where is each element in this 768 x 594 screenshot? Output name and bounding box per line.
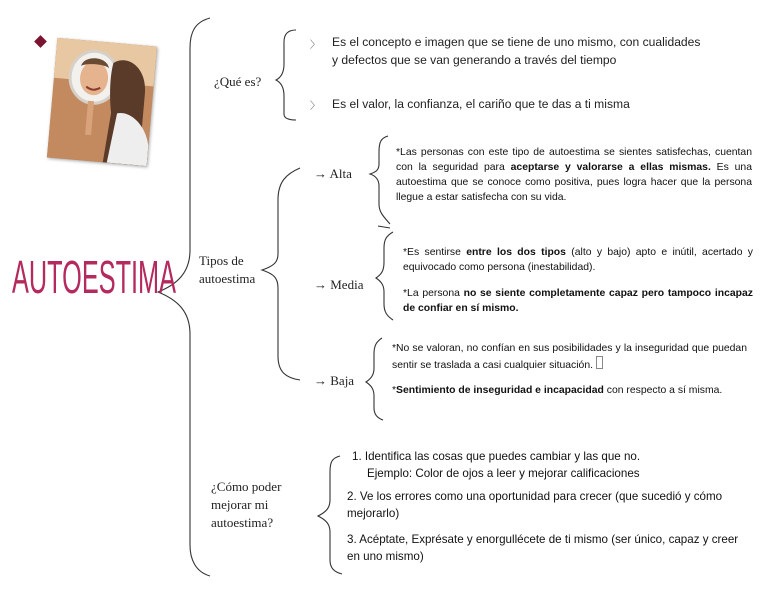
media-brace [376, 232, 393, 320]
que-es-label: ¿Qué es? [214, 74, 262, 89]
media-p2-bold: no se siente completamente capaz pero tampoco incapaz de confiar en sí mismo. [403, 288, 753, 314]
baja-p2-c: con respecto a sí misma. [603, 385, 723, 396]
alta-text-a: *Las personas con este tipo de autoestima se sientes satisfechas, cuentan con la seguridad para [396, 147, 752, 173]
alta-text-bold: aceptarse y valorarse a ellas mismas. [510, 162, 711, 173]
alta-brace [370, 136, 390, 224]
baja-paragraph-2 [392, 383, 747, 398]
media-label: → Media [314, 277, 364, 292]
media-paragraph-2 [403, 286, 753, 316]
woman-mirror-photo [47, 38, 157, 166]
alta-label: → Alta [314, 166, 352, 181]
media-paragraph-1 [403, 245, 753, 275]
alta-description [396, 145, 752, 205]
baja-p1-text: *No se valoran, no confían en sus posibilidades y la inseguridad que puedan sentir se traslada a casi cualquier situación. [392, 343, 747, 371]
square-glyph-icon [596, 356, 603, 369]
media-p1-a: *Es sentirse [403, 247, 467, 258]
que-es-item-1: Es el concepto e imagen que se tiene de uno mismo, con cualidades y defectos que se van generando a través del tiempo [332, 35, 701, 67]
mejorar-item-3: 3. Acéptate, Exprésate y enorgullécete de ti mismo (ser único, capaz y creer en uno mismo) [347, 533, 739, 563]
que-es-item-2: Es el valor, la confianza, el cariño que te das a ti misma [332, 97, 630, 111]
mejorar-item-1-line2: Ejemplo: Color de ojos a leer y mejorar calificaciones [367, 466, 640, 480]
baja-p2-bold: Sentimiento de inseguridad e incapacidad [396, 385, 604, 396]
media-p1-bold: entre los dos tipos [466, 247, 566, 258]
mejorar-item-2: 2. Ve los errores como una oportunidad para crecer (que sucedió y cómo mejorarlo) [347, 490, 723, 520]
que-es-marker-2: 〉 [310, 101, 320, 112]
baja-paragraph-1 [392, 341, 747, 373]
que-es-marker-1: 〉 [310, 40, 320, 51]
mejorar-item-1 [352, 449, 732, 482]
baja-label: → Baja [314, 373, 355, 388]
mejorar-item-1-line1: 1. Identifica las cosas que puedes cambiar y las que no. [352, 450, 641, 463]
media-p2-a: *La persona [403, 288, 464, 299]
main-title: AUTOESTIMA [12, 251, 177, 303]
baja-p2-a: * [392, 385, 397, 396]
media-p1-c: (alto y bajo) apto e inútil, acertado y equivocado como persona (inestabilidad). [403, 247, 754, 273]
mejorar-label: ¿Cómo poder mejorar mi autoestima? [211, 479, 282, 530]
tipos-label: Tipos de autoestima [199, 253, 256, 286]
que-es-brace [276, 30, 296, 120]
alta-text-c: Es una autoestima que se conoce como positiva, pues logra hacer que la persona llegue a estar satisfecha con su vida. [396, 162, 752, 203]
mejorar-brace [318, 456, 342, 574]
baja-brace [366, 338, 383, 420]
